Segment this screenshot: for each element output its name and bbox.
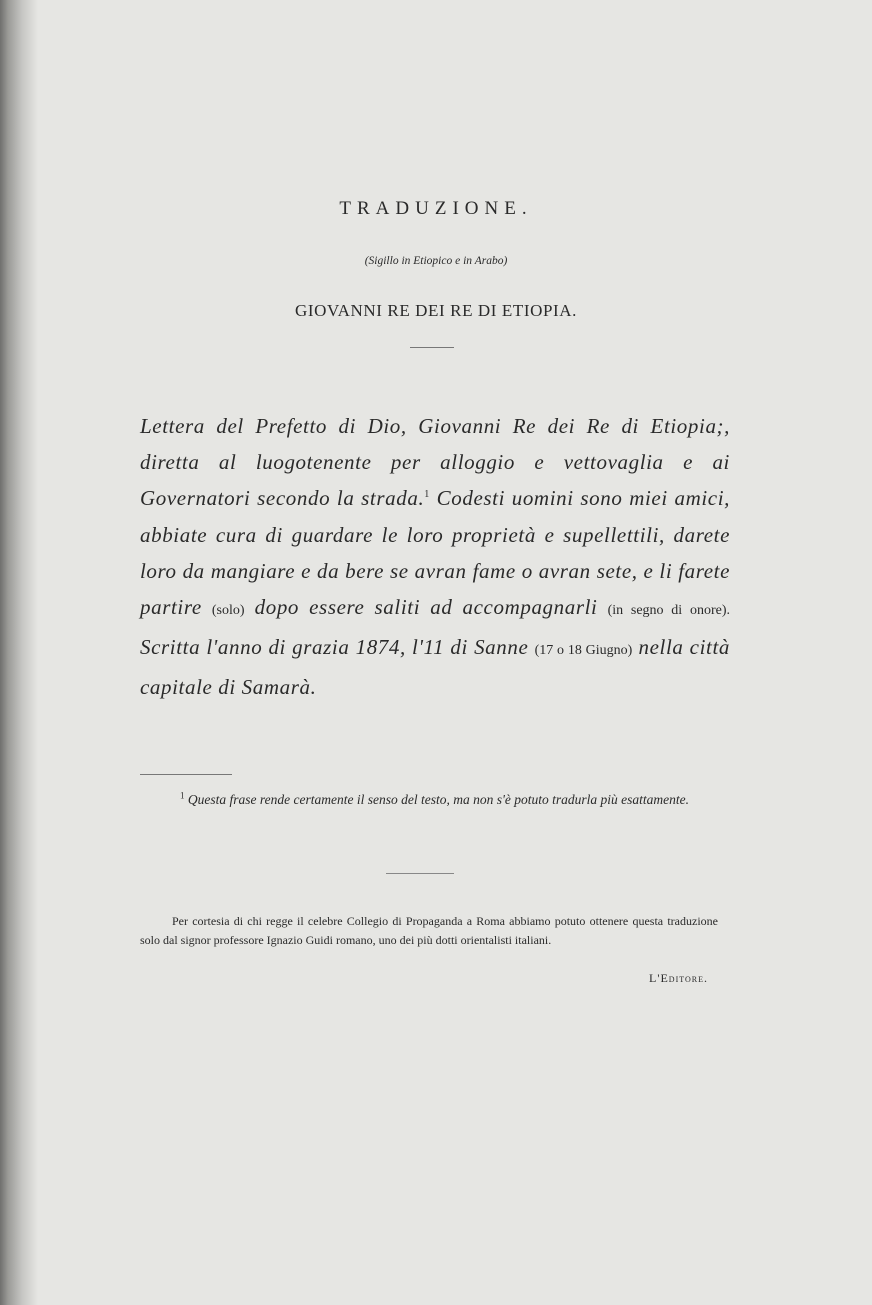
letter-text-2: Codesti uomini sono miei amici, abbiate cura di guardare le loro proprietà e supellettili, darete loro da mangiare e da bere se avran fame o avran sete, e li farete partire bbox=[140, 486, 730, 620]
footnote-marker: 1 bbox=[180, 790, 185, 801]
letter-text-4: Scritta l'anno di grazia 1874, l'11 di Sanne bbox=[140, 635, 535, 660]
seal-note: (Sigillo in Etiopico e in Arabo) bbox=[364, 255, 508, 267]
letter-text-3: dopo essere saliti ad accompagnarli bbox=[244, 595, 608, 620]
footnote-divider bbox=[140, 774, 232, 775]
letter-aside-onore: (in segno di onore). bbox=[607, 603, 730, 619]
binding-shadow bbox=[0, 0, 38, 1305]
footnote bbox=[140, 788, 718, 812]
editor-signature: L'Editore. bbox=[648, 971, 708, 985]
footnote-reference: 1 bbox=[424, 489, 430, 501]
title-divider bbox=[410, 347, 454, 348]
page-title: TRADUZIONE. bbox=[339, 198, 533, 219]
section-divider bbox=[386, 873, 454, 874]
letter-aside-date: (17 o 18 Giugno) bbox=[534, 643, 633, 659]
letter-aside-solo: (solo) bbox=[211, 603, 245, 619]
footnote-text: Questa frase rende certamente il senso del testo, ma non s'è potuto tradurla più esattamente. bbox=[184, 792, 689, 807]
page-subtitle: GIOVANNI RE DEI RE DI ETIOPIA. bbox=[294, 301, 578, 320]
editor-note: Per cortesia di chi regge il celebre Collegio di Propaganda a Roma abbiamo potuto ottenere questa traduzione solo dal signor professore Ignazio Guidi romano, uno dei più dotti orientalisti italiani. bbox=[140, 914, 718, 947]
letter-body bbox=[140, 408, 730, 706]
letter-text-5: nella città capitale di Samarà. bbox=[140, 635, 730, 700]
letter-text-1: Lettera del Prefetto di Dio, Giovanni Re dei Re di Etiopia;, diretta al luogotenente per alloggio e vettovaglia e ai Governatori secondo la strada. bbox=[140, 414, 730, 511]
